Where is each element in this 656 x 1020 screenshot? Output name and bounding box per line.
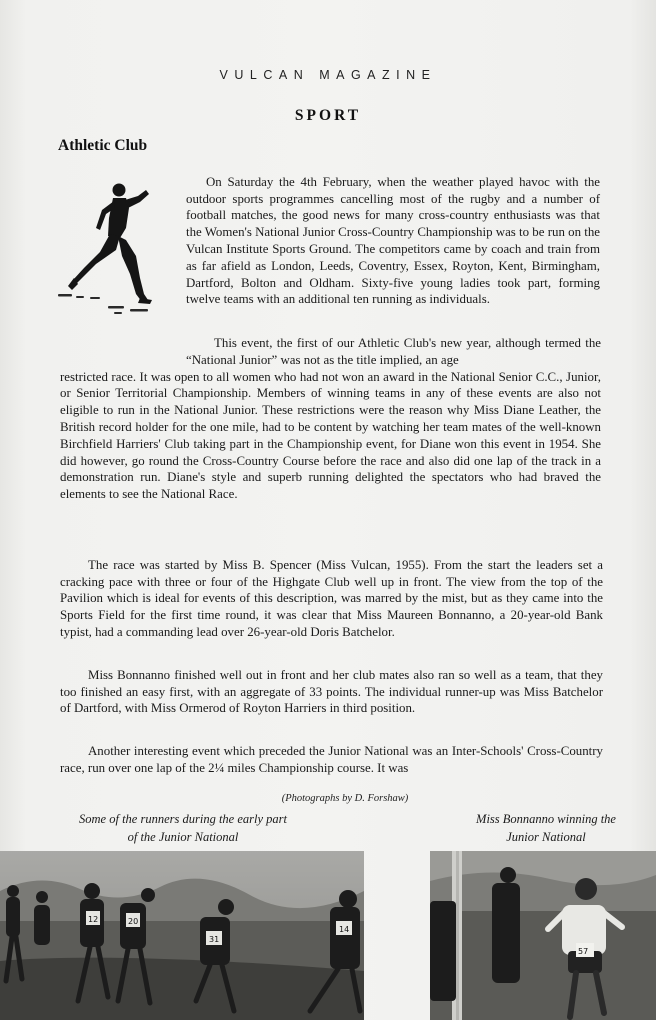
photo-credit: (Photographs by D. Forshaw): [281, 793, 409, 804]
article-heading: Athletic Club: [58, 137, 148, 154]
section-title: SPORT: [294, 107, 362, 124]
right-caption-line-2: Junior National: [506, 830, 586, 844]
runner-icon: [56, 178, 160, 318]
paragraph-2-rest: restricted race. It was open to all women who had not won an award in the National Senior C.C., Junior, or Senior Territorial Championship. Members of winning teams in any of these events are also not eligible to run in the National Junior. These restrictions were the reason why Miss Diane Leather, the British record holder for the one mile, had to be content by watching her team mates of the well-known Birchfield Harriers' Club taking part in the Championship event, for Diane won this event in 1954. She did however, go round the Cross-Country Course before the race and also did one lap of the track in a demonstration run. Diane's style and superb running delighted the spectators who had braved the elements to see the National Race.: [60, 369, 601, 502]
winner-bib-number: 57: [578, 947, 589, 956]
left-photo-caption: [52, 810, 314, 846]
right-caption-line-1: Miss Bonnanno winning the: [476, 812, 616, 826]
magazine-title: VULCAN MAGAZINE: [219, 68, 437, 82]
bib-number-4: 14: [339, 925, 350, 934]
paragraph-1: On Saturday the 4th February, when the weather played havoc with the outdoor sports programmes cancelling most of the rugby and a number of football matches, the good news for many cross-country enthusiasts was that the Women's National Junior Cross-Country Championship was to be run on the Vulcan Institute Sports Ground. The competitors came by coach and train from as far afield as London, Leeds, Coventry, Essex, Royton, Kent, Birmingham, Dartford, Bolton and Oldham. Sixty-five young ladies took part, forming twelve teams with an additional ten running as individuals.: [186, 174, 600, 307]
left-caption-line-1: Some of the runners during the early part: [79, 812, 287, 826]
left-caption-line-2: of the Junior National: [127, 830, 239, 844]
right-photo-caption: [452, 810, 640, 846]
bib-number-1: 12: [88, 915, 99, 924]
bib-number-2: 20: [128, 917, 139, 926]
paragraph-5: Another interesting event which preceded the Junior National was an Inter-Schools' Cross-Country race, run over one lap of the 2¼ miles Championship course. It was: [60, 743, 603, 775]
bib-number-3: 31: [209, 935, 220, 944]
winner-photo: [430, 851, 656, 1020]
paragraph-2: [60, 335, 601, 503]
runners-photo: [0, 851, 364, 1020]
paragraph-4: Miss Bonnanno finished well out in front and her club mates also ran so well as a team, that they too finished an easy first, with an aggregate of 33 points. The individual runner-up was Miss Batchelor of Dartford, with Miss Ormerod of Royton Harriers in third position.: [60, 667, 603, 716]
paragraph-3: The race was started by Miss B. Spencer (Miss Vulcan, 1955). From the start the leaders set a cracking pace with three or four of the Highgate Club well up in front. The view from the top of the Pavilion which is ideal for events of this description, was marred by the mist, but as they came into the Sports Field for the first time round, it was clear that Miss Maureen Bonnanno, a 20-year-old Bank typist, had a commanding lead over 26-year-old Doris Batchelor.: [60, 557, 603, 640]
paragraph-2-start: This event, the first of our Athletic Club's new year, although termed the “National Junior” was not as the title implied, an age: [186, 336, 601, 367]
